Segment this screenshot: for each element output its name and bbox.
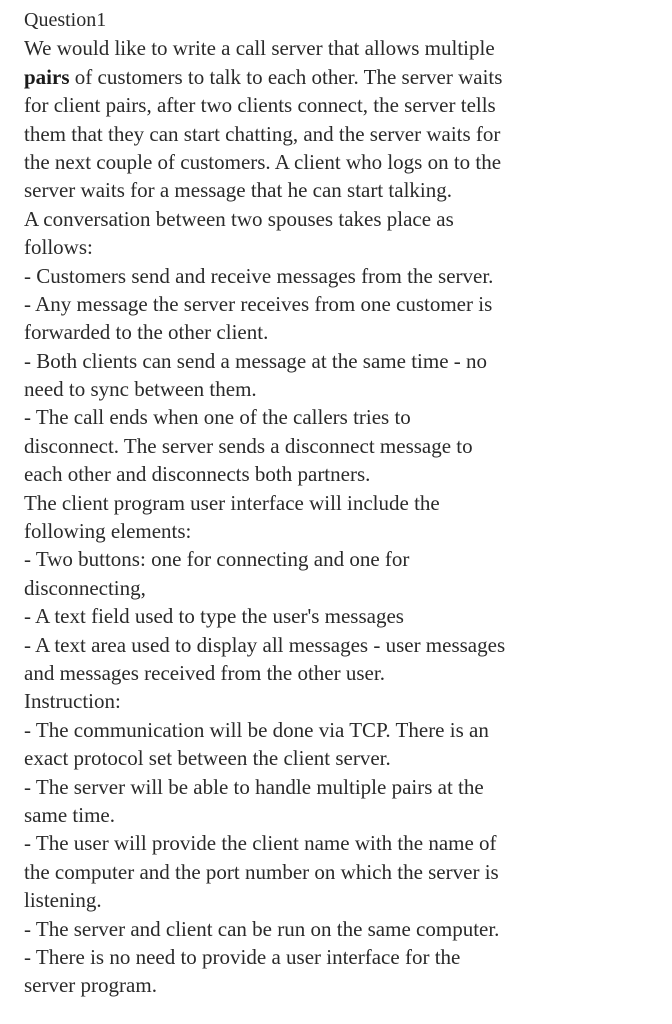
text-line: for client pairs, after two clients connect, the server tells [24, 93, 496, 118]
list-item: - Both clients can send a message at the same time - no [24, 348, 488, 373]
text-line: We would like to write a call server that allows multiple [24, 36, 495, 61]
text-line: disconnecting, [24, 575, 146, 600]
text-line: following elements: [24, 519, 192, 544]
list-item: - Any message the server receives from one customer is [24, 291, 493, 316]
text-line: and messages received from the other user. [24, 660, 385, 685]
text-line: disconnect. The server sends a disconnect message to [24, 433, 473, 458]
list-item: - The server will be able to handle multiple pairs at the [24, 774, 484, 799]
list-item: - A text field used to type the user's messages [24, 604, 404, 629]
text-line: The client program user interface will include the [24, 490, 440, 515]
text-line: the next couple of customers. A client who logs on to the [24, 149, 502, 174]
text-line: follows: [24, 235, 93, 260]
text-line: server program. [24, 973, 157, 998]
list-item: - The communication will be done via TCP. There is an [24, 717, 489, 742]
list-item: - The user will provide the client name with the name of [24, 831, 497, 856]
list-item: - Two buttons: one for connecting and one for [24, 547, 410, 572]
list-item: - There is no need to provide a user interface for the [24, 944, 461, 969]
text-line: the computer and the port number on which the server is [24, 859, 499, 884]
text-span: of customers to talk to each other. The server waits [69, 64, 503, 89]
question-document [24, 6, 664, 1000]
instruction-heading: Instruction: [24, 689, 121, 714]
text-line: server waits for a message that he can start talking. [24, 178, 453, 203]
question-title: Question1 [24, 9, 107, 31]
text-line: need to sync between them. [24, 377, 257, 402]
conversation-section [24, 205, 664, 489]
text-line: forwarded to the other client. [24, 320, 269, 345]
list-item: - Customers send and receive messages from the server. [24, 263, 494, 288]
list-item: - A text area used to display all messages - user messages [24, 632, 506, 657]
text-line: listening. [24, 888, 102, 913]
list-item: - The call ends when one of the callers tries to [24, 405, 411, 430]
text-line: same time. [24, 802, 115, 827]
emphasis-pairs: pairs [24, 64, 70, 89]
instruction-section [24, 687, 664, 999]
text-line: exact protocol set between the client server. [24, 746, 391, 771]
list-item: - The server and client can be run on the same computer. [24, 916, 500, 941]
text-line: A conversation between two spouses takes place as [24, 206, 454, 231]
text-line: them that they can start chatting, and the server waits for [24, 121, 501, 146]
text-line [24, 63, 664, 91]
client-ui-section [24, 489, 664, 688]
intro-paragraph [24, 34, 664, 204]
text-line: each other and disconnects both partners. [24, 462, 371, 487]
